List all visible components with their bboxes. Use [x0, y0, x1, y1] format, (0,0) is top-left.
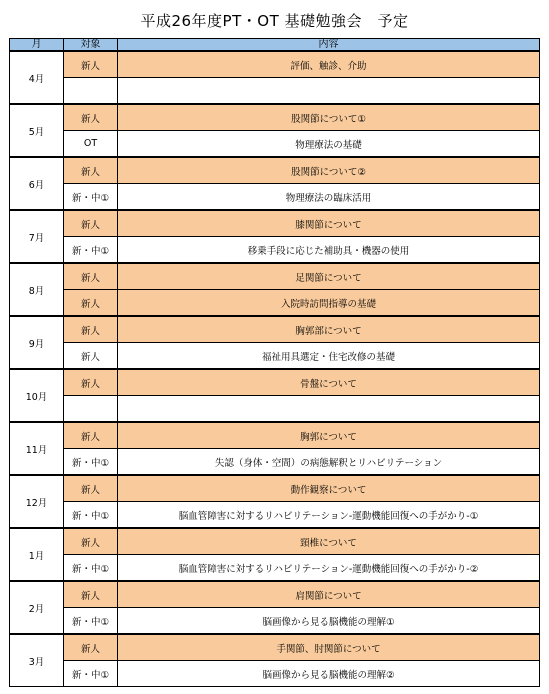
header-target: 対象	[64, 39, 118, 52]
target-cell: 新人	[64, 528, 118, 555]
content-cell	[118, 396, 540, 423]
target-cell: 新人	[64, 581, 118, 608]
schedule-row	[10, 475, 540, 502]
content-cell: 骨盤について	[118, 369, 540, 396]
month-cell: 5月	[10, 104, 64, 157]
target-cell: 新人	[64, 104, 118, 131]
content-cell	[118, 78, 540, 105]
schedule-row	[10, 369, 540, 396]
content-cell: 股関節について①	[118, 104, 540, 131]
month-cell: 11月	[10, 422, 64, 475]
month-cell: 9月	[10, 316, 64, 369]
schedule-row	[10, 157, 540, 184]
target-cell: 新人	[64, 290, 118, 317]
content-cell: 移乗手段に応じた補助具・機器の使用	[118, 237, 540, 264]
schedule-row	[10, 184, 540, 211]
content-cell: 脳画像から見る脳機能の理解①	[118, 608, 540, 635]
target-cell: 新・中①	[64, 449, 118, 476]
target-cell: OT	[64, 131, 118, 158]
target-cell: 新・中①	[64, 237, 118, 264]
schedule-row	[10, 502, 540, 529]
schedule-body	[10, 51, 540, 687]
schedule-row	[10, 78, 540, 105]
schedule-row	[10, 396, 540, 423]
target-cell: 新人	[64, 263, 118, 290]
header-content: 内容	[118, 39, 540, 52]
schedule-row	[10, 131, 540, 158]
month-cell: 3月	[10, 634, 64, 687]
content-cell: 頸椎について	[118, 528, 540, 555]
content-cell: 脳画像から見る脳機能の理解②	[118, 661, 540, 687]
schedule-table	[9, 38, 540, 687]
target-cell: 新人	[64, 475, 118, 502]
target-cell	[64, 78, 118, 105]
schedule-row	[10, 343, 540, 370]
target-cell: 新・中①	[64, 661, 118, 687]
schedule-row	[10, 449, 540, 476]
content-cell: 物理療法の臨床活用	[118, 184, 540, 211]
schedule-row	[10, 290, 540, 317]
content-cell: 足関節について	[118, 263, 540, 290]
content-cell: 股関節について②	[118, 157, 540, 184]
month-cell: 6月	[10, 157, 64, 210]
schedule-row	[10, 237, 540, 264]
month-cell: 10月	[10, 369, 64, 422]
target-cell: 新人	[64, 634, 118, 661]
month-cell: 12月	[10, 475, 64, 528]
content-cell: 入院時訪問指導の基礎	[118, 290, 540, 317]
content-cell: 評価、触診、介助	[118, 51, 540, 78]
schedule-row	[10, 210, 540, 237]
content-cell: 物理療法の基礎	[118, 131, 540, 158]
schedule-row	[10, 316, 540, 343]
schedule-row	[10, 555, 540, 582]
content-cell: 胸郭について	[118, 422, 540, 449]
page-title: 平成26年度PT・OT 基礎勉強会 予定	[140, 12, 409, 30]
target-cell: 新・中①	[64, 608, 118, 635]
target-cell: 新人	[64, 157, 118, 184]
content-cell: 手関節、肘関節について	[118, 634, 540, 661]
target-cell: 新人	[64, 343, 118, 370]
schedule-row	[10, 634, 540, 661]
content-cell: 脳血管障害に対するリハビリテーション-運動機能回復への手がかり-②	[118, 555, 540, 582]
month-cell: 2月	[10, 581, 64, 634]
target-cell: 新人	[64, 422, 118, 449]
schedule-row	[10, 104, 540, 131]
target-cell	[64, 396, 118, 423]
schedule-row	[10, 661, 540, 687]
month-cell: 1月	[10, 528, 64, 581]
month-cell: 7月	[10, 210, 64, 263]
schedule-row	[10, 608, 540, 635]
schedule-row	[10, 263, 540, 290]
header-month: 月	[10, 39, 64, 52]
target-cell: 新・中①	[64, 184, 118, 211]
content-cell: 動作観察について	[118, 475, 540, 502]
target-cell: 新人	[64, 210, 118, 237]
schedule-row	[10, 422, 540, 449]
content-cell: 失認（身体・空間）の病態解釈とリハビリテーション	[118, 449, 540, 476]
month-cell: 4月	[10, 51, 64, 104]
content-cell: 肩関節について	[118, 581, 540, 608]
header-row	[10, 39, 540, 52]
content-cell: 膝関節について	[118, 210, 540, 237]
target-cell: 新人	[64, 51, 118, 78]
target-cell: 新人	[64, 369, 118, 396]
content-cell: 脳血管障害に対するリハビリテーション-運動機能回復への手がかり-①	[118, 502, 540, 529]
schedule-row	[10, 528, 540, 555]
schedule-row	[10, 581, 540, 608]
content-cell: 胸郭部について	[118, 316, 540, 343]
target-cell: 新・中①	[64, 502, 118, 529]
schedule-row	[10, 51, 540, 78]
target-cell: 新・中①	[64, 555, 118, 582]
content-cell: 福祉用具選定・住宅改修の基礎	[118, 343, 540, 370]
month-cell: 8月	[10, 263, 64, 316]
target-cell: 新人	[64, 316, 118, 343]
